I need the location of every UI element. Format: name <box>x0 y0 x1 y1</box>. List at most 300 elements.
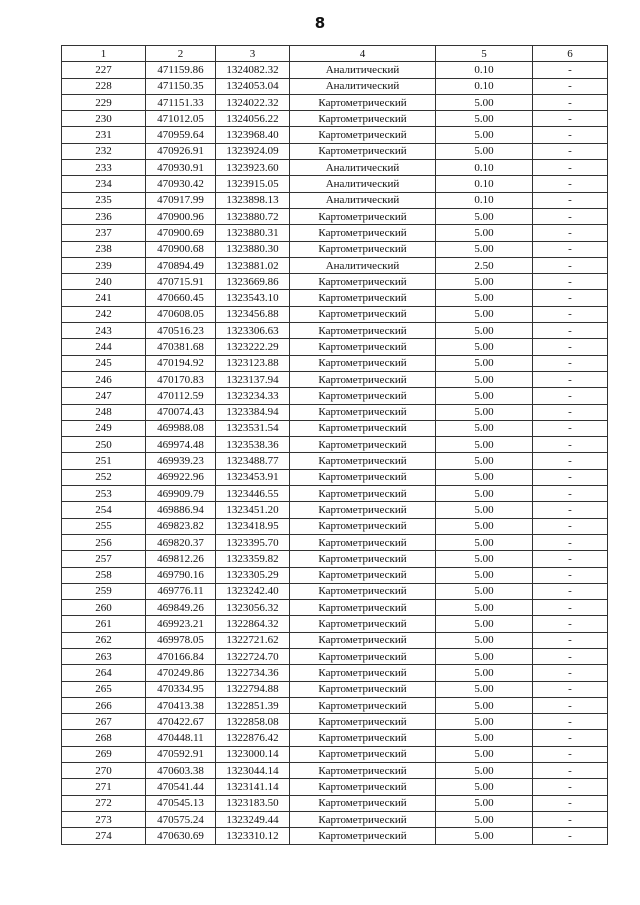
table-cell: 1323898.13 <box>216 192 290 208</box>
table-cell: 252 <box>62 469 146 485</box>
table-cell: Картометрический <box>290 290 436 306</box>
table-cell: 1323538.36 <box>216 437 290 453</box>
table-cell: Картометрический <box>290 811 436 827</box>
table-cell: - <box>533 160 608 176</box>
table-cell: Картометрический <box>290 127 436 143</box>
table-cell: 5.00 <box>436 795 533 811</box>
table-cell: - <box>533 469 608 485</box>
table-cell: Картометрический <box>290 518 436 534</box>
table-cell: 470516.23 <box>146 323 216 339</box>
table-cell: - <box>533 616 608 632</box>
table-cell: 255 <box>62 518 146 534</box>
table-cell: 470112.59 <box>146 388 216 404</box>
table-cell: 244 <box>62 339 146 355</box>
table-cell: 258 <box>62 567 146 583</box>
table-cell: 227 <box>62 62 146 78</box>
table-cell: 5.00 <box>436 746 533 762</box>
table-cell: 471012.05 <box>146 111 216 127</box>
table-cell: Аналитический <box>290 257 436 273</box>
table-cell: Картометрический <box>290 616 436 632</box>
table-cell: 5.00 <box>436 469 533 485</box>
table-cell: Картометрический <box>290 355 436 371</box>
table-cell: - <box>533 192 608 208</box>
table-row <box>62 355 608 371</box>
table-cell: Картометрический <box>290 143 436 159</box>
table-cell: 1323880.31 <box>216 225 290 241</box>
table-cell: 470926.91 <box>146 143 216 159</box>
table-cell: - <box>533 208 608 224</box>
table-row <box>62 697 608 713</box>
column-header: 1 <box>62 46 146 62</box>
table-cell: 1322876.42 <box>216 730 290 746</box>
table-cell: - <box>533 746 608 762</box>
table-cell: 1323000.14 <box>216 746 290 762</box>
table-cell: 249 <box>62 420 146 436</box>
column-header: 5 <box>436 46 533 62</box>
table-body <box>62 62 608 844</box>
table-cell: 273 <box>62 811 146 827</box>
table-cell: Картометрический <box>290 665 436 681</box>
table-cell: - <box>533 94 608 110</box>
table-cell: Картометрический <box>290 339 436 355</box>
table-cell: 470448.11 <box>146 730 216 746</box>
table-cell: 470900.69 <box>146 225 216 241</box>
table-cell: Картометрический <box>290 600 436 616</box>
table-cell: 1323242.40 <box>216 583 290 599</box>
table-cell: Картометрический <box>290 648 436 664</box>
table-cell: 5.00 <box>436 94 533 110</box>
table-cell: Картометрический <box>290 486 436 502</box>
header-row <box>62 46 608 62</box>
table-cell: 470575.24 <box>146 811 216 827</box>
table-cell: 1322734.36 <box>216 665 290 681</box>
table-cell: 5.00 <box>436 437 533 453</box>
table-cell: 5.00 <box>436 828 533 844</box>
table-cell: 241 <box>62 290 146 306</box>
table-cell: - <box>533 648 608 664</box>
table-cell: 1322864.32 <box>216 616 290 632</box>
table-cell: 5.00 <box>436 111 533 127</box>
table-cell: Картометрический <box>290 632 436 648</box>
table-cell: 274 <box>62 828 146 844</box>
table-cell: 269 <box>62 746 146 762</box>
table-cell: Картометрический <box>290 388 436 404</box>
table-cell: Картометрический <box>290 763 436 779</box>
table-cell: 0.10 <box>436 62 533 78</box>
table-row <box>62 290 608 306</box>
table-row <box>62 306 608 322</box>
table-cell: - <box>533 779 608 795</box>
table-row <box>62 616 608 632</box>
table-cell: 228 <box>62 78 146 94</box>
table-cell: 267 <box>62 714 146 730</box>
table-cell: 247 <box>62 388 146 404</box>
table-cell: 470422.67 <box>146 714 216 730</box>
table-row <box>62 208 608 224</box>
table-cell: 271 <box>62 779 146 795</box>
table-cell: 469812.26 <box>146 551 216 567</box>
table-cell: 5.00 <box>436 355 533 371</box>
table-cell: 469923.21 <box>146 616 216 632</box>
table-cell: 1323453.91 <box>216 469 290 485</box>
table-cell: 5.00 <box>436 274 533 290</box>
table-cell: Картометрический <box>290 323 436 339</box>
table-cell: - <box>533 486 608 502</box>
table-cell: - <box>533 763 608 779</box>
table-cell: 1323543.10 <box>216 290 290 306</box>
table-cell: - <box>533 355 608 371</box>
table-cell: 5.00 <box>436 714 533 730</box>
table-cell: 469823.82 <box>146 518 216 534</box>
table-row <box>62 600 608 616</box>
table-cell: 470249.86 <box>146 665 216 681</box>
table-cell: 251 <box>62 453 146 469</box>
table-cell: 1323222.29 <box>216 339 290 355</box>
table-cell: - <box>533 306 608 322</box>
page-number: 8 <box>314 14 326 32</box>
table-row <box>62 388 608 404</box>
table-cell: - <box>533 404 608 420</box>
table-cell: - <box>533 420 608 436</box>
table-cell: 1323395.70 <box>216 534 290 550</box>
table-cell: 270 <box>62 763 146 779</box>
table-cell: 470930.91 <box>146 160 216 176</box>
table-cell: 1322794.88 <box>216 681 290 697</box>
table-cell: 246 <box>62 371 146 387</box>
table-row <box>62 420 608 436</box>
table-cell: - <box>533 534 608 550</box>
table-cell: 5.00 <box>436 616 533 632</box>
table-cell: - <box>533 502 608 518</box>
table-cell: 469988.08 <box>146 420 216 436</box>
table-cell: Картометрический <box>290 828 436 844</box>
table-cell: 470541.44 <box>146 779 216 795</box>
table-row <box>62 746 608 762</box>
table-cell: 5.00 <box>436 290 533 306</box>
table-cell: 231 <box>62 127 146 143</box>
table-cell: 1323418.95 <box>216 518 290 534</box>
table-cell: 229 <box>62 94 146 110</box>
table-row <box>62 94 608 110</box>
table-cell: 5.00 <box>436 420 533 436</box>
table-row <box>62 795 608 811</box>
table-cell: 5.00 <box>436 502 533 518</box>
table-cell: 257 <box>62 551 146 567</box>
table-cell: 5.00 <box>436 567 533 583</box>
table-row <box>62 714 608 730</box>
table-cell: 470074.43 <box>146 404 216 420</box>
table-cell: - <box>533 518 608 534</box>
table-cell: 1323137.94 <box>216 371 290 387</box>
column-header: 6 <box>533 46 608 62</box>
table-cell: 239 <box>62 257 146 273</box>
table-cell: 470545.13 <box>146 795 216 811</box>
table-cell: Картометрический <box>290 697 436 713</box>
table-row <box>62 339 608 355</box>
table-cell: 5.00 <box>436 486 533 502</box>
table-cell: 253 <box>62 486 146 502</box>
table-cell: - <box>533 176 608 192</box>
table-cell: 5.00 <box>436 388 533 404</box>
table-cell: 470603.38 <box>146 763 216 779</box>
table-row <box>62 274 608 290</box>
table-cell: 0.10 <box>436 176 533 192</box>
table-cell: 232 <box>62 143 146 159</box>
table-cell: 1323923.60 <box>216 160 290 176</box>
table-row <box>62 567 608 583</box>
table-row <box>62 763 608 779</box>
table-row <box>62 127 608 143</box>
table-cell: 1323141.14 <box>216 779 290 795</box>
table-cell: 5.00 <box>436 534 533 550</box>
table-cell: 5.00 <box>436 763 533 779</box>
coordinates-table <box>61 45 608 845</box>
table-cell: 5.00 <box>436 306 533 322</box>
table-cell: Картометрический <box>290 111 436 127</box>
table-cell: 469978.05 <box>146 632 216 648</box>
table-cell: 1323310.12 <box>216 828 290 844</box>
table-row <box>62 404 608 420</box>
table-cell: 5.00 <box>436 779 533 795</box>
table-cell: 262 <box>62 632 146 648</box>
table-cell: 470900.96 <box>146 208 216 224</box>
table-cell: 1323249.44 <box>216 811 290 827</box>
table-cell: - <box>533 62 608 78</box>
table-cell: - <box>533 225 608 241</box>
table-cell: 5.00 <box>436 518 533 534</box>
table-cell: Картометрический <box>290 306 436 322</box>
table-row <box>62 632 608 648</box>
table-cell: 266 <box>62 697 146 713</box>
table-cell: 469776.11 <box>146 583 216 599</box>
table-cell: 1323456.88 <box>216 306 290 322</box>
table-cell: - <box>533 811 608 827</box>
table-cell: 5.00 <box>436 404 533 420</box>
table-cell: 250 <box>62 437 146 453</box>
table-cell: 5.00 <box>436 323 533 339</box>
table-cell: 1323531.54 <box>216 420 290 436</box>
table-cell: - <box>533 665 608 681</box>
table-row <box>62 583 608 599</box>
table-cell: - <box>533 339 608 355</box>
table-cell: 0.10 <box>436 160 533 176</box>
table-cell: 470608.05 <box>146 306 216 322</box>
table-cell: 5.00 <box>436 811 533 827</box>
table-cell: 254 <box>62 502 146 518</box>
table-cell: Картометрический <box>290 371 436 387</box>
table-cell: Аналитический <box>290 62 436 78</box>
table-row <box>62 192 608 208</box>
table-cell: 469909.79 <box>146 486 216 502</box>
table-cell: 469922.96 <box>146 469 216 485</box>
table-cell: 260 <box>62 600 146 616</box>
table-cell: 5.00 <box>436 697 533 713</box>
table-cell: 470592.91 <box>146 746 216 762</box>
table-cell: 230 <box>62 111 146 127</box>
table-row <box>62 257 608 273</box>
table-cell: 1323924.09 <box>216 143 290 159</box>
table-cell: 469849.26 <box>146 600 216 616</box>
table-cell: 5.00 <box>436 730 533 746</box>
table-cell: 1323044.14 <box>216 763 290 779</box>
table-cell: 470660.45 <box>146 290 216 306</box>
table-cell: - <box>533 567 608 583</box>
table-cell: - <box>533 697 608 713</box>
table-cell: - <box>533 257 608 273</box>
table-cell: 470917.99 <box>146 192 216 208</box>
table-cell: 0.10 <box>436 78 533 94</box>
column-header: 4 <box>290 46 436 62</box>
table-cell: - <box>533 681 608 697</box>
table-cell: 1323488.77 <box>216 453 290 469</box>
table-cell: 471151.33 <box>146 94 216 110</box>
table-cell: Картометрический <box>290 241 436 257</box>
table-cell: Аналитический <box>290 176 436 192</box>
table-cell: 245 <box>62 355 146 371</box>
table-row <box>62 469 608 485</box>
table-cell: 2.50 <box>436 257 533 273</box>
table-cell: 248 <box>62 404 146 420</box>
table-cell: 470959.64 <box>146 127 216 143</box>
table-cell: Картометрический <box>290 730 436 746</box>
table-cell: 234 <box>62 176 146 192</box>
table-cell: 268 <box>62 730 146 746</box>
table-cell: 1323183.50 <box>216 795 290 811</box>
table-row <box>62 779 608 795</box>
table-cell: 5.00 <box>436 225 533 241</box>
table-row <box>62 681 608 697</box>
table-cell: 470381.68 <box>146 339 216 355</box>
table-cell: Картометрический <box>290 779 436 795</box>
table-cell: 5.00 <box>436 600 533 616</box>
table-cell: 264 <box>62 665 146 681</box>
table-cell: - <box>533 241 608 257</box>
table-cell: - <box>533 453 608 469</box>
table-cell: 470334.95 <box>146 681 216 697</box>
table-cell: Аналитический <box>290 160 436 176</box>
table-cell: 469974.48 <box>146 437 216 453</box>
table-cell: 5.00 <box>436 648 533 664</box>
table-cell: - <box>533 323 608 339</box>
table-cell: 5.00 <box>436 127 533 143</box>
table-cell: 5.00 <box>436 665 533 681</box>
table-cell: - <box>533 78 608 94</box>
table-row <box>62 111 608 127</box>
table-cell: 5.00 <box>436 241 533 257</box>
table-cell: 1322724.70 <box>216 648 290 664</box>
table-row <box>62 225 608 241</box>
table-cell: Картометрический <box>290 567 436 583</box>
table-cell: 261 <box>62 616 146 632</box>
table-cell: 470894.49 <box>146 257 216 273</box>
table-row <box>62 323 608 339</box>
table-cell: 5.00 <box>436 143 533 159</box>
table-cell: Картометрический <box>290 583 436 599</box>
table-cell: 1323305.29 <box>216 567 290 583</box>
table-cell: 5.00 <box>436 453 533 469</box>
table-cell: 1324022.32 <box>216 94 290 110</box>
table-row <box>62 534 608 550</box>
table-cell: 1323306.63 <box>216 323 290 339</box>
table-cell: Картометрический <box>290 534 436 550</box>
table-cell: - <box>533 583 608 599</box>
table-cell: Картометрический <box>290 502 436 518</box>
table-cell: 238 <box>62 241 146 257</box>
table-cell: 235 <box>62 192 146 208</box>
table-cell: - <box>533 828 608 844</box>
table-cell: 469790.16 <box>146 567 216 583</box>
table-cell: 470930.42 <box>146 176 216 192</box>
table-cell: 243 <box>62 323 146 339</box>
table-cell: 1324082.32 <box>216 62 290 78</box>
table-row <box>62 78 608 94</box>
table-cell: 5.00 <box>436 583 533 599</box>
table-cell: 470413.38 <box>146 697 216 713</box>
table-cell: 470170.83 <box>146 371 216 387</box>
table-cell: Аналитический <box>290 78 436 94</box>
column-header: 2 <box>146 46 216 62</box>
table-row <box>62 160 608 176</box>
table-cell: 469939.23 <box>146 453 216 469</box>
table-row <box>62 437 608 453</box>
table-cell: 1324056.22 <box>216 111 290 127</box>
table-row <box>62 371 608 387</box>
table-cell: 469886.94 <box>146 502 216 518</box>
table-cell: Картометрический <box>290 551 436 567</box>
table-cell: 237 <box>62 225 146 241</box>
table-row <box>62 176 608 192</box>
table-cell: Картометрический <box>290 404 436 420</box>
table-cell: 1323384.94 <box>216 404 290 420</box>
table-cell: Картометрический <box>290 94 436 110</box>
table-row <box>62 551 608 567</box>
table-cell: 1322851.39 <box>216 697 290 713</box>
table-row <box>62 730 608 746</box>
table-row <box>62 62 608 78</box>
table-cell: Картометрический <box>290 208 436 224</box>
table-cell: 470900.68 <box>146 241 216 257</box>
table-cell: 240 <box>62 274 146 290</box>
table-cell: - <box>533 388 608 404</box>
table-cell: Аналитический <box>290 192 436 208</box>
table-cell: - <box>533 600 608 616</box>
table-cell: Картометрический <box>290 453 436 469</box>
table-cell: Картометрический <box>290 225 436 241</box>
table-cell: 470194.92 <box>146 355 216 371</box>
table-cell: 470166.84 <box>146 648 216 664</box>
table-cell: 1323968.40 <box>216 127 290 143</box>
table-cell: Картометрический <box>290 681 436 697</box>
table-cell: 1323880.30 <box>216 241 290 257</box>
table-cell: Картометрический <box>290 469 436 485</box>
table-cell: - <box>533 714 608 730</box>
table-row <box>62 453 608 469</box>
table-cell: 5.00 <box>436 551 533 567</box>
table-cell: 1323234.33 <box>216 388 290 404</box>
table-cell: - <box>533 127 608 143</box>
table-row <box>62 241 608 257</box>
table-cell: - <box>533 290 608 306</box>
table-cell: 1323359.82 <box>216 551 290 567</box>
table-cell: 236 <box>62 208 146 224</box>
table-cell: 471150.35 <box>146 78 216 94</box>
table-cell: 1323056.32 <box>216 600 290 616</box>
table-cell: 259 <box>62 583 146 599</box>
table-cell: 1323123.88 <box>216 355 290 371</box>
table-row <box>62 143 608 159</box>
table-cell: 469820.37 <box>146 534 216 550</box>
table-cell: 1323915.05 <box>216 176 290 192</box>
